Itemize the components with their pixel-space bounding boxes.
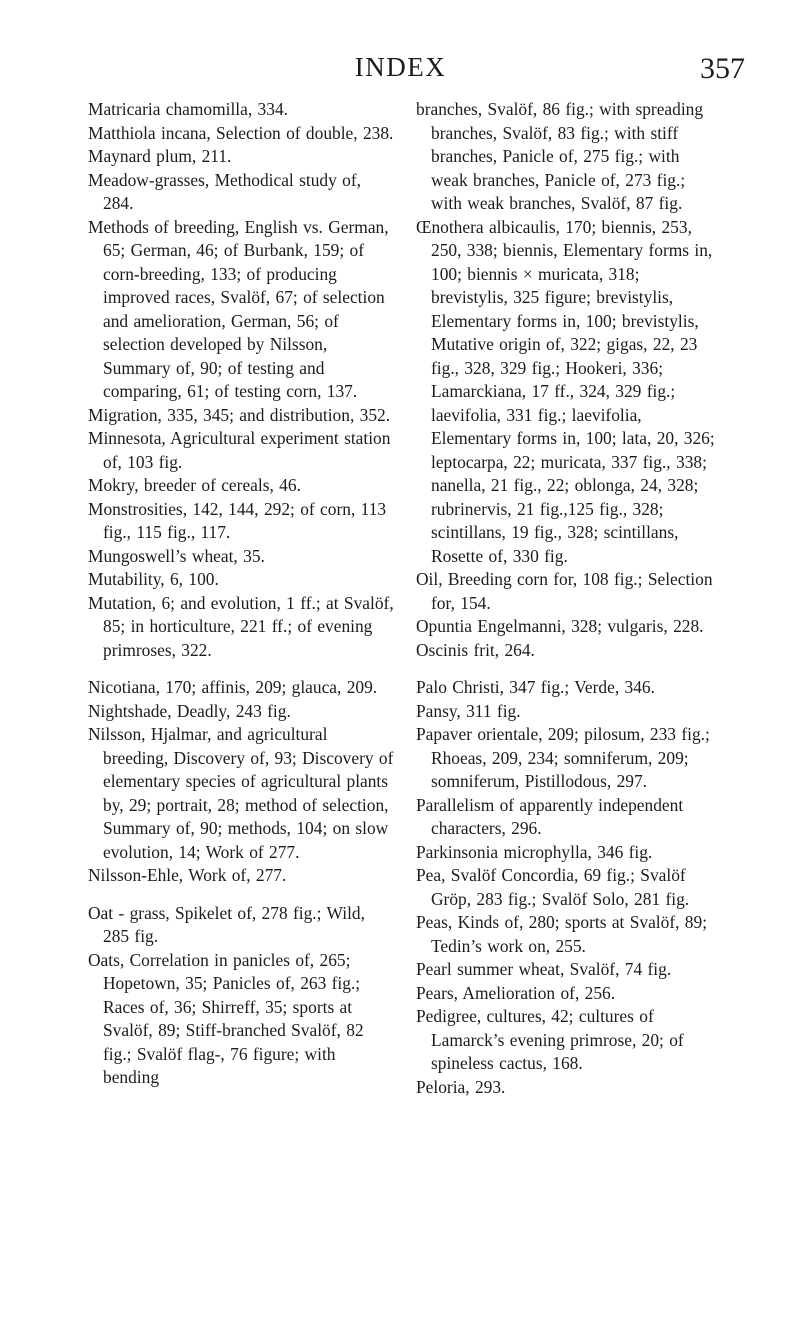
index-entry: Mungoswell’s wheat, 35. — [88, 545, 265, 566]
index-column-left — [88, 98, 394, 1090]
index-entry: Nilsson-Ehle, Work of, 277. — [88, 865, 287, 885]
index-entry: Parallelism of apparently independent characters, 296. — [416, 794, 684, 838]
index-entry: branches, Svalöf, 86 fig.; with spreading branches, Svalöf, 83 fig.; with stiff branches, Panicle of, 275 fig.; with weak branches, Panicle of, 273 fig.; with weak branches, Svalöf, 87 fig. — [416, 99, 704, 213]
index-entry: Pedigree, cultures, 42; cultures of Lamarck’s evening primrose, 20; of spineless cactus, 168. — [416, 1006, 684, 1073]
index-entry: Mokry, breeder of cereals, 46. — [88, 475, 301, 495]
index-entry: Maynard plum, 211. — [88, 146, 232, 166]
index-entry: Matricaria chamomilla, 334. — [88, 99, 288, 119]
index-entry: Palo Christi, 347 fig.; Verde, 346. — [416, 677, 655, 697]
index-entry: Peas, Kinds of, 280; sports at Svalöf, 89; Tedin’s work on, 255. — [416, 912, 708, 956]
index-entry: Methods of breeding, English vs. German, 65; German, 46; of Burbank, 159; of corn-breeding, 133; of producing improved races, Svalöf, 67; of selection and amelioration, German, 56; of selection developed by Nilsson, Summary of, 90; of testing and comparing, 61; of testing corn, 137. — [88, 216, 389, 401]
index-entry: Oats, Correlation in panicles of, 265; Hopetown, 35; Panicles of, 263 fig.; Races of, 36; Shirreff, 35; sports at Svalöf, 89; Stiff-branched Svalöf, 82 fig.; Svalöf flag-, 76 figure; with bending — [88, 949, 364, 1087]
index-entry: Monstrosities, 142, 144, 292; of corn, 113 fig., 115 fig., 117. — [88, 498, 387, 542]
index-entry: Mutability, 6, 100. — [88, 569, 219, 589]
index-entry: Nicotiana, 170; affinis, 209; glauca, 209. — [88, 677, 378, 697]
index-entry: Pears, Amelioration of, 256. — [416, 982, 616, 1003]
index-entry: Oil, Breeding corn for, 108 fig.; Selection for, 154. — [416, 569, 713, 613]
index-entry: Oat - grass, Spikelet of, 278 fig.; Wild, 285 fig. — [88, 902, 365, 946]
index-entry: Parkinsonia microphylla, 346 fig. — [416, 841, 653, 862]
index-entry: Matthiola incana, Selection of double, 238. — [88, 122, 394, 143]
index-entry: Pansy, 311 fig. — [416, 700, 521, 721]
index-column-right — [416, 98, 720, 1099]
index-entry: Œnothera albicaulis, 170; biennis, 253, 250, 338; biennis, Elementary forms in, 100; biennis × muricata, 318; brevistylis, 325 figure; brevistylis, Elementary forms in, 100; brevistylis, Mutative origin of, 322; gigas, 22, 23 fig., 328, 329 fig.; Hookeri, 336; Lamarckiana, 17 ff., 324, 329 fig.; laevifolia, 331 fig.; laevifolia, Elementary forms in, 100; lata, 20, 326; leptocarpa, 22; muricata, 337 fig., 338; nanella, 21 fig., 22; oblonga, 24, 328; rubrinervis, 21 fig.,125 fig., 328; scintillans, 19 fig., 328; scintillans, Rosette of, 330 fig. — [416, 216, 715, 566]
index-entry: Pearl summer wheat, Svalöf, 74 fig. — [416, 959, 672, 979]
index-entry: Opuntia Engelmanni, 328; vulgaris, 228. — [416, 616, 704, 636]
page-title: INDEX — [354, 52, 447, 82]
index-entry: Pea, Svalöf Concordia, 69 fig.; Svalöf Gröp, 283 fig.; Svalöf Solo, 281 fig. — [416, 865, 690, 909]
index-entry: Nilsson, Hjalmar, and agricultural breeding, Discovery of, 93; Discovery of elementary species of agricultural plants by, 29; portrait, 28; method of selection, Summary of, 90; methods, 104; on slow evolution, 14; Work of 277. — [88, 724, 394, 862]
index-entry: Migration, 335, 345; and distribution, 352. — [88, 404, 391, 425]
index-entry: Mutation, 6; and evolution, 1 ff.; at Svalöf, 85; in horticulture, 221 ff.; of evening primroses, 322. — [88, 592, 394, 660]
index-entry: Meadow-grasses, Methodical study of, 284. — [88, 169, 361, 213]
index-entry: Peloria, 293. — [416, 1076, 506, 1097]
index-entry: Nightshade, Deadly, 243 fig. — [88, 700, 291, 721]
index-entry: Minnesota, Agricultural experiment station of, 103 fig. — [88, 428, 391, 472]
index-entry: Papaver orientale, 209; pilosum, 233 fig.; Rhoeas, 209, 234; somniferum, 209; somniferum, Pistillodous, 297. — [416, 724, 710, 791]
index-entry: Oscinis frit, 264. — [416, 639, 535, 660]
page-number: 357 — [700, 52, 745, 85]
page-header — [0, 52, 801, 92]
